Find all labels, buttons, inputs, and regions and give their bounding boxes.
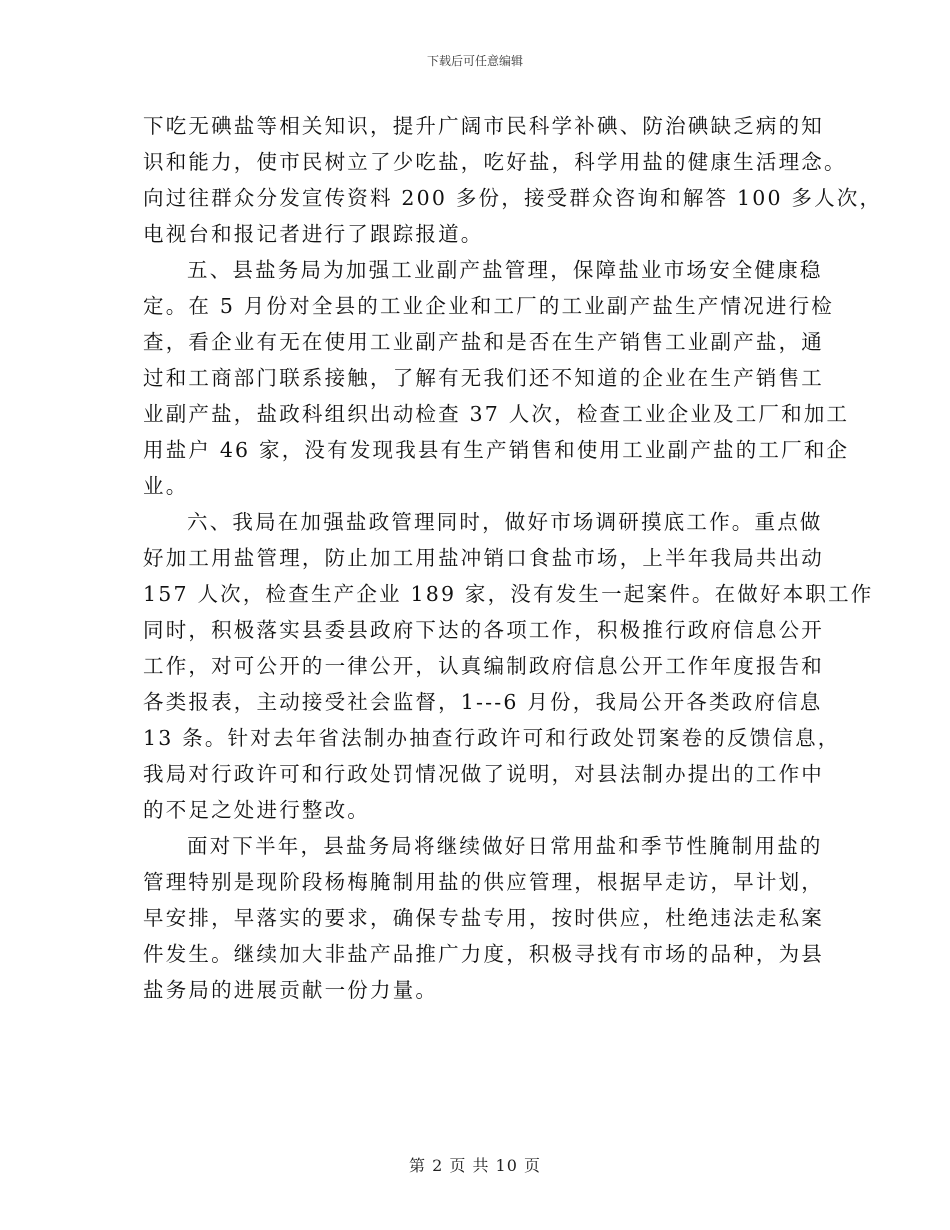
text-line: 六、我局在加强盐政管理同时，做好市场调研摸底工作。重点做 — [187, 510, 823, 534]
text-line: 用盐户 46 家，没有发现我县有生产销售和使用工业副产盐的工厂和企 — [143, 438, 850, 462]
paragraph — [143, 256, 850, 501]
text-line: 业。 — [143, 474, 189, 498]
text-line: 好加工用盐管理，防止加工用盐冲销口食盐市场，上半年我局共出动 — [143, 546, 824, 570]
text-line: 13 条。针对去年省法制办抽查行政许可和行政处罚案卷的反馈信息， — [143, 726, 841, 750]
text-line: 定。在 5 月份对全县的工业企业和工厂的工业副产盐生产情况进行检 — [143, 294, 834, 318]
paragraph — [143, 508, 874, 825]
text-line: 下吃无碘盐等相关知识，提升广阔市民科学补碘、防治碘缺乏病的知 — [143, 114, 824, 138]
text-line: 157 人次，检查生产企业 189 家，没有发生一起案件。在做好本职工作 — [143, 582, 874, 606]
text-line: 向过往群众分发宣传资料 200 多份，接受群众咨询和解答 100 多人次， — [143, 186, 883, 210]
text-line: 过和工商部门联系接触，了解有无我们还不知道的企业在生产销售工 — [143, 366, 824, 390]
text-line: 我局对行政许可和行政处罚情况做了说明，对县法制办提出的工作中 — [143, 762, 824, 786]
text-line: 电视台和报记者进行了跟踪报道。 — [143, 222, 484, 246]
text-line: 盐务局的进展贡献一份力量。 — [143, 978, 439, 1002]
text-line: 面对下半年，县盐务局将继续做好日常用盐和季节性腌制用盐的 — [187, 834, 823, 858]
text-line: 各类报表，主动接受社会监督，1---6 月份，我局公开各类政府信息 — [143, 690, 823, 714]
page-header: 下载后可任意编辑 — [426, 54, 523, 68]
text-line: 工作，对可公开的一律公开，认真编制政府信息公开工作年度报告和 — [143, 654, 824, 678]
text-line: 的不足之处进行整改。 — [143, 798, 370, 822]
text-line: 查，看企业有无在使用工业副产盐和是否在生产销售工业副产盐，通 — [143, 330, 824, 354]
text-line: 业副产盐，盐政科组织出动检查 37 人次，检查工业企业及工厂和加工 — [143, 402, 850, 426]
text-line: 同时，积极落实县委县政府下达的各项工作，积极推行政府信息公开 — [143, 618, 824, 642]
paragraph — [143, 832, 824, 1005]
page-number-footer: 第 2 页 共 10 页 — [409, 1156, 541, 1175]
text-line: 五、县盐务局为加强工业副产盐管理，保障盐业市场安全健康稳 — [187, 258, 823, 282]
text-line: 件发生。继续加大非盐产品推广力度，积极寻找有市场的品种，为县 — [143, 942, 824, 966]
document-body — [143, 112, 883, 1012]
text-line: 早安排，早落实的要求，确保专盐专用，按时供应，杜绝违法走私案 — [143, 906, 824, 930]
text-line: 识和能力，使市民树立了少吃盐，吃好盐，科学用盐的健康生活理念。 — [143, 150, 847, 174]
text-line: 管理特别是现阶段杨梅腌制用盐的供应管理，根据早走访，早计划， — [143, 870, 824, 894]
paragraph — [143, 112, 883, 249]
